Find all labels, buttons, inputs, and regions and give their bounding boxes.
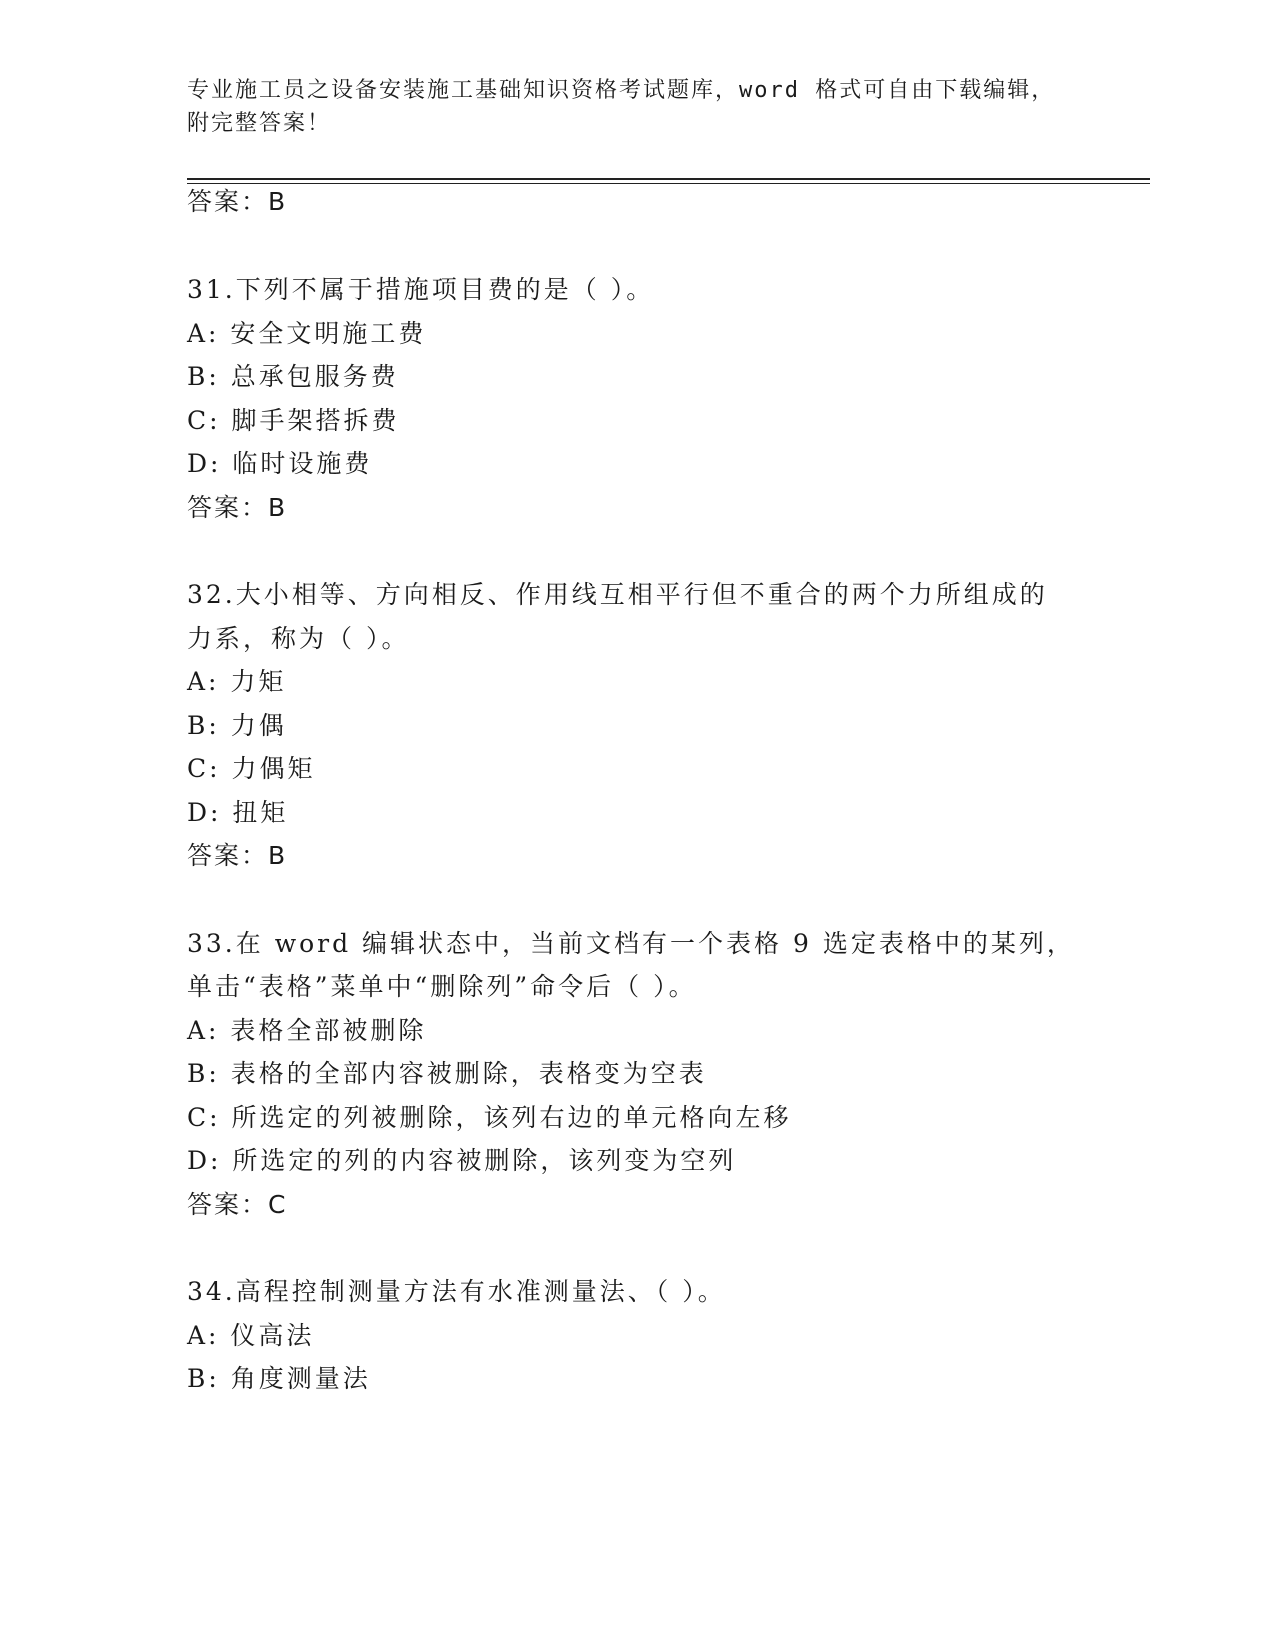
question-33-stem-line-2: 单击“表格”菜单中“删除列”命令后（ ）。 bbox=[187, 972, 697, 1001]
question-33-stem-line-1: 33.在 word 编辑状态中，当前文档有一个表格 9 选定表格中的某列， bbox=[187, 929, 1075, 958]
question-34-option-b: B: 角度测量法 bbox=[187, 1364, 371, 1393]
question-31-stem: 31.下列不属于措施项目费的是（ ）。 bbox=[187, 275, 655, 304]
question-33-answer: 答案：C bbox=[187, 1190, 288, 1219]
question-31-option-c: C: 脚手架搭拆费 bbox=[187, 406, 400, 435]
document-header bbox=[187, 74, 1087, 140]
question-32-option-d: D: 扭矩 bbox=[187, 798, 289, 827]
question-33-option-c: C: 所选定的列被删除，该列右边的单元格向左移 bbox=[187, 1103, 792, 1132]
question-31-option-d: D: 临时设施费 bbox=[187, 449, 373, 478]
question-34-option-a: A: 仪高法 bbox=[187, 1321, 315, 1350]
question-32-stem-line-1: 32.大小相等、方向相反、作用线互相平行但不重合的两个力所组成的 bbox=[187, 580, 1048, 609]
previous-answer: 答案：B bbox=[187, 187, 288, 216]
question-32-option-a: A: 力矩 bbox=[187, 667, 287, 696]
question-32-option-b: B: 力偶 bbox=[187, 711, 287, 740]
question-32-option-c: C: 力偶矩 bbox=[187, 754, 316, 783]
question-34-stem: 34.高程控制测量方法有水准测量法、（ ）。 bbox=[187, 1277, 726, 1306]
question-31-answer: 答案：B bbox=[187, 493, 288, 522]
question-33-option-b: B: 表格的全部内容被删除，表格变为空表 bbox=[187, 1059, 707, 1088]
question-31-option-a: A: 安全文明施工费 bbox=[187, 319, 427, 348]
question-32-stem-line-2: 力系，称为（ ）。 bbox=[187, 624, 410, 653]
question-33-option-d: D: 所选定的列的内容被删除，该列变为空列 bbox=[187, 1146, 737, 1175]
question-32-answer: 答案：B bbox=[187, 841, 288, 870]
question-33-option-a: A: 表格全部被删除 bbox=[187, 1016, 427, 1045]
header-line-1: 专业施工员之设备安装施工基础知识资格考试题库，word 格式可自由下载编辑， bbox=[187, 78, 1056, 103]
header-line-2: 附完整答案！ bbox=[187, 111, 332, 136]
header-divider-bottom bbox=[187, 183, 1150, 184]
question-31-option-b: B: 总承包服务费 bbox=[187, 362, 399, 391]
header-divider-top bbox=[187, 178, 1150, 180]
